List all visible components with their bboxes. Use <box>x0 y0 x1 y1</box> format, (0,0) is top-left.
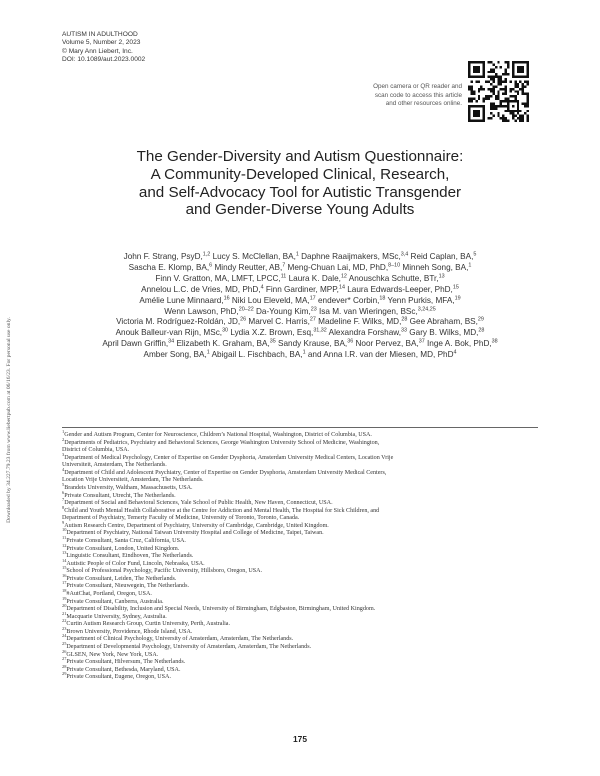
affiliation-line: $^6$Private Consultant, Utrecht, The Netherlands. <box>62 489 176 499</box>
qr-note-line: scan code to access this article <box>374 91 462 99</box>
affiliation-line: $^7$Department of Social and Behavioral Sciences, Yale School of Public Health, New Haven, Connecticut, USA. <box>62 497 333 507</box>
affiliation-line: $^{21}$Macquarie University, Sydney, Australia. <box>62 610 167 620</box>
page-number: 175 <box>293 734 307 744</box>
qr-code[interactable] <box>468 61 529 122</box>
affiliation-line: $^{23}$Brown University, Providence, Rhode Island, USA. <box>62 625 193 635</box>
affiliation-line: $^2$Departments of Pediatrics, Psychiatry and Behavioral Sciences, George Washington University School of Medicine, Washington, <box>62 436 380 446</box>
title-line: A Community-Developed Clinical, Research, <box>150 165 450 183</box>
author-line: Wenn Lawson, PhD,$^{20-22}$ Da-Young Kim,$^{23}$ Isa M. van Wieringen, BSc,$^{3,24,25}$ <box>164 305 436 316</box>
affiliation-line: $^{15}$School of Professional Psychology, Pacific University, Hillsboro, Oregon, USA. <box>62 565 263 575</box>
qr-note-line: and other resources online. <box>385 100 462 108</box>
author-line: Finn V. Gratton, MA, LMFT, LPCC,$^{11}$ Laura K. Dale,$^{12}$ Anouschka Schutte, BTr,$^{13}$ <box>155 273 445 283</box>
affiliation-line: $^3$Department of Medical Psychology, Center of Expertise on Gender Dysphoria, Amsterdam University Medical Centers, Location Vrije <box>62 451 394 461</box>
affiliation-line: $^{25}$Department of Developmental Psychology, University of Amsterdam, Amsterdam, The Netherlands. <box>62 641 312 651</box>
author-line: Anouk Balleur-van Rijn, MSc,$^{30}$ Lydia X.Z. Brown, Esq,$^{31,32}$ Alexandra Forshaw,$^{33}$ Gary B. Wilks, MD,$^{28}$ <box>115 327 485 338</box>
affiliation-line: District of Columbia, USA. <box>62 447 130 454</box>
affiliation-line: $^{27}$Private Consultant, Hilversum, The Netherlands. <box>62 656 186 666</box>
affiliation-line: Location Vrije Universiteit, Amsterdam, The Netherlands. <box>62 477 204 484</box>
journal-copyright: © Mary Ann Liebert, Inc. <box>62 47 133 55</box>
affiliation-line: $^{29}$Private Consultant, Eugene, Oregon, USA. <box>62 671 171 681</box>
affiliation-line: $^8$Child and Youth Mental Health Collaborative at the Centre for Addiction and Mental Health, The Hospital for Sick Children, and <box>62 504 380 514</box>
affiliation-line: $^{17}$Private Consultant, Nieuwegein, The Netherlands. <box>62 580 189 590</box>
affiliation-line: $^{28}$Private Consultant, Bethesda, Maryland, USA. <box>62 663 181 673</box>
affiliation-line: $^1$Gender and Autism Program, Center for Neuroscience, Children’s National Hospital, Washington, District of Columbia, USA. <box>62 429 372 439</box>
journal-name: AUTISM IN ADULTHOOD <box>62 31 138 38</box>
affiliation-line: $^{24}$Department of Clinical Psychology, University of Amsterdam, Amsterdam, The Netherlands. <box>62 633 294 643</box>
author-line: Sascha E. Klomp, BA,$^6$ Mindy Reutter, AB,$^7$ Meng-Chuan Lai, MD, PhD,$^{8-10}$ Minneh Song, BA,$^1$ <box>128 262 472 272</box>
author-line: John F. Strang, PsyD,$^{1,2}$ Lucy S. McClellan, BA,$^1$ Daphne Raaijmakers, MSc,$^{3,4}$ Reid Caplan, BA,$^5$ <box>123 251 477 261</box>
title-line: The Gender-Diversity and Autism Questionnaire: <box>136 148 464 165</box>
affiliation-line: $^{18}$#AutChat, Portland, Oregon, USA. <box>62 588 152 598</box>
affiliation-line: $^{26}$GLSEN, New York, New York, USA. <box>62 648 159 658</box>
affiliation-line: $^{11}$Private Consultant, Santa Cruz, California, USA. <box>62 534 186 544</box>
title-line: and Self-Advocacy Tool for Autistic Transgender <box>138 183 462 201</box>
author-line: Victoria M. Rodríguez-Roldán, JD,$^{26}$ Marvel C. Harris,$^{27}$ Madeline F. Wilks, MD,$^{28}$ Gee Abraham, BS,$^{29}$ <box>116 316 484 327</box>
author-line: Amélie Lune Minnaard,$^{16}$ Niki Lou Eleveld, MA,$^{17}$ endever* Corbin,$^{18}$ Yenn Purkis, MFA,$^{19}$ <box>139 294 461 305</box>
download-side-note-text: Downloaded by 34.227.79.23 from www.liebertpub.com at 06/16/23. For personal use only. <box>6 317 12 523</box>
affiliation-line: $^{12}$Private Consultant, London, United Kingdom. <box>62 542 180 552</box>
author-line: Amber Song, BA,$^1$ Abigail L. Fischbach, BA,$^1$ and Anna I.R. van der Miesen, MD, PhD$^4$ <box>143 349 457 360</box>
affiliation-line: $^{16}$Private Consultant, Leiden, The Netherlands. <box>62 572 177 582</box>
affiliation-line: Universiteit, Amsterdam, The Netherlands. <box>62 462 167 469</box>
affiliation-line: $^{14}$Autistic People of Color Fund, Lincoln, Nebraska, USA. <box>62 557 205 567</box>
journal-doi[interactable]: DOI: 10.1089/aut.2023.0002 <box>62 55 146 63</box>
author-line: April Dawn Griffin,$^{34}$ Elizabeth K. Graham, BA,$^{35}$ Sandy Krause, BA,$^{36}$ Noor Pervez, BA,$^{37}$ Inge A. Bok, PhD,$^{38}$ <box>102 338 498 349</box>
qr-note <box>340 83 462 109</box>
author-list <box>50 252 550 361</box>
qr-note-line: Open camera or QR reader and <box>373 83 462 90</box>
affiliation-line: $^5$Brandeis University, Waltham, Massachusetts, USA. <box>62 481 193 491</box>
download-side-note <box>4 255 14 585</box>
affiliation-line: $^{13}$Linguistic Consultant, Eindhoven, The Netherlands. <box>62 550 194 560</box>
journal-volume: Volume 5, Number 2, 2023 <box>62 39 141 47</box>
affiliation-line: $^{10}$Department of Psychiatry, National Taiwan University Hospital and College of Medicine, Taipei, Taiwan. <box>62 527 324 537</box>
affiliation-line: $^4$Department of Child and Adolescent Psychiatry, Center of Expertise on Gender Dysphoria, Amsterdam University Medical Centers, <box>62 466 387 476</box>
affiliation-line: $^{22}$Curtin Autism Research Group, Curtin University, Perth, Australia. <box>62 618 230 628</box>
affiliation-line: $^{19}$Private Consultant, Canberra, Australia. <box>62 595 164 605</box>
divider <box>62 427 538 428</box>
article-title <box>70 148 530 219</box>
affiliation-line: $^{20}$Department of Disability, Inclusion and Special Needs, University of Birmingham, Edgbaston, Birmingham, United Kingdom. <box>62 603 376 613</box>
journal-meta <box>62 31 145 64</box>
affiliation-list <box>62 429 542 682</box>
affiliation-line: $^9$Autism Research Centre, Department of Psychiatry, University of Cambridge, Cambridge, United Kingdom. <box>62 519 329 529</box>
title-line: and Gender-Diverse Young Adults <box>185 201 415 219</box>
author-line: Annelou L.C. de Vries, MD, PhD,$^4$ Finn Gardiner, MPP,$^{14}$ Laura Edwards-Leeper, PhD,$^{15}$ <box>141 283 459 294</box>
affiliation-line: Department of Psychiatry, Temerty Faculty of Medicine, University of Toronto, Toronto, Canada. <box>62 515 300 522</box>
